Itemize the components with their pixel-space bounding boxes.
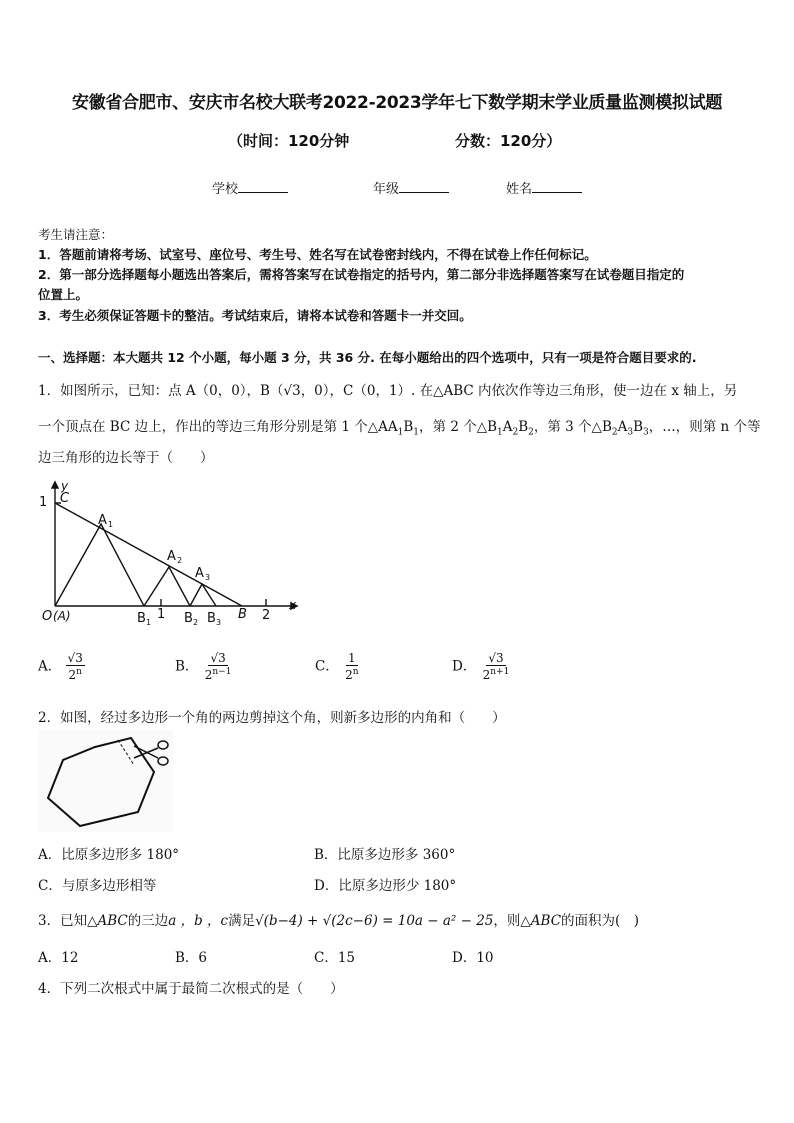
q2-option-b[interactable]: B．比原多边形多 360° <box>314 847 456 863</box>
exam-title: 安徽省合肥市、安庆市名校大联考2022-2023学年七下数学期末学业质量监测模拟试题 <box>71 93 723 113</box>
triangle-3 <box>190 584 216 606</box>
label-x: x <box>289 598 297 612</box>
q1-triangle-figure <box>35 478 305 628</box>
q2-polygon-figure <box>38 730 173 832</box>
q1-option-d[interactable]: D． $\frac{√3}{2^{n+1}}$ <box>452 651 510 682</box>
notice-item-1: 1．答题前请将考场、试室号、座位号、考生号、姓名写在试卷密封线内，不得在试卷上作任何标记。 <box>38 247 597 262</box>
q3-option-d[interactable]: D．10 <box>452 950 494 966</box>
notice-heading: 考生请注意： <box>38 227 114 242</box>
q3-equation: √(b−4) + √(2c−6) = 10a − a² − 25 <box>255 913 494 929</box>
q1-line1: 1．如图所示，已知：点 A（0，0），B（√3，0），C（0，1）. 在△ABC 内依次作等边三角形，使一边在 x 轴上，另 <box>38 383 738 399</box>
q2-text: 2．如图，经过多边形一个角的两边剪掉这个角，则新多边形的内角和（ ） <box>38 710 506 726</box>
label-a2: A <box>167 549 176 564</box>
svg-text:1: 1 <box>108 520 114 529</box>
notice-item-2-cont: 位置上。 <box>38 287 89 302</box>
label-b: B <box>238 607 247 622</box>
sqrt3: √3 <box>283 383 301 399</box>
triangle-1 <box>55 524 144 606</box>
q3-text: 3．已知△ABC的三边a ，b ，c满足√(b−4) + √(2c−6) = 10a − a² − 25，则△ABC的面积为( ) <box>38 913 640 929</box>
notice-item-3: 3．考生必须保证答题卡的整洁。考试结束后，请将本试卷和答题卡一并交回。 <box>38 308 472 323</box>
grade-label: 年级 <box>373 182 400 197</box>
svg-text:2: 2 <box>177 556 183 565</box>
label-a1: A <box>98 513 107 528</box>
school-field[interactable] <box>212 180 288 200</box>
q1-option-b[interactable]: B． $\frac{√3}{2^{n-1}}$ <box>175 651 232 682</box>
q2-option-c[interactable]: C．与原多边形相等 <box>38 878 157 894</box>
q2-option-a[interactable]: A．比原多边形多 180° <box>38 847 180 863</box>
q2-option-d[interactable]: D．比原多边形少 180° <box>314 878 457 894</box>
q3-option-c[interactable]: C．15 <box>314 950 356 966</box>
q1-option-c[interactable]: C． $\frac{1}{2^n}$ <box>315 651 359 682</box>
exam-score: 分数：120分） <box>455 132 562 150</box>
y-axis-arrow <box>52 482 58 488</box>
hypotenuse-cb <box>55 503 242 606</box>
q1-line2: 一个顶点在 BC 边上，作出的等边三角形分别是第 1 个$\triangle AA_1B_1$，第 2 个$\triangle B_1A_2B_2$，第 3 个$\triangle B_2A_3B_3$，…，则第 n 个等 <box>38 419 761 438</box>
label-b1: B <box>137 611 146 626</box>
svg-text:3: 3 <box>216 618 222 627</box>
label-one-x: 1 <box>157 607 166 622</box>
school-label: 学校 <box>212 182 239 197</box>
q3-option-b[interactable]: B．6 <box>175 950 208 966</box>
label-b3: B <box>207 611 216 626</box>
exam-time: （时间：120分钟 <box>228 132 350 150</box>
q1-line3: 边三角形的边长等于（ ） <box>38 450 214 466</box>
svg-text:2: 2 <box>193 618 199 627</box>
label-y-one: 1 <box>39 495 48 510</box>
label-b2: B <box>184 611 193 626</box>
q4-text: 4．下列二次根式中属于最简二次根式的是（ ） <box>38 981 344 997</box>
q3-option-a[interactable]: A．12 <box>38 950 79 966</box>
label-a-paren: (A) <box>53 609 71 623</box>
grade-field[interactable] <box>373 180 449 200</box>
notice-item-2: 2．第一部分选择题每小题选出答案后，需将答案写在试卷指定的括号内，第二部分非选择题答案写在试卷题目指定的 <box>38 267 685 282</box>
label-c: C <box>60 491 70 506</box>
name-field[interactable] <box>506 180 582 200</box>
label-o: O <box>42 609 53 624</box>
svg-text:1: 1 <box>146 618 152 627</box>
svg-text:3: 3 <box>205 573 211 582</box>
name-label: 姓名 <box>506 182 533 197</box>
label-two: 2 <box>262 608 271 623</box>
section-heading: 一、选择题：本大题共 12 个小题，每小题 3 分，共 36 分. 在每小题给出的四个选项中，只有一项是符合题目要求的. <box>38 350 697 365</box>
label-y: y <box>61 479 69 493</box>
q1-option-a[interactable]: A． $\frac{√3}{2^n}$ <box>38 651 83 682</box>
label-a3: A <box>195 566 204 581</box>
